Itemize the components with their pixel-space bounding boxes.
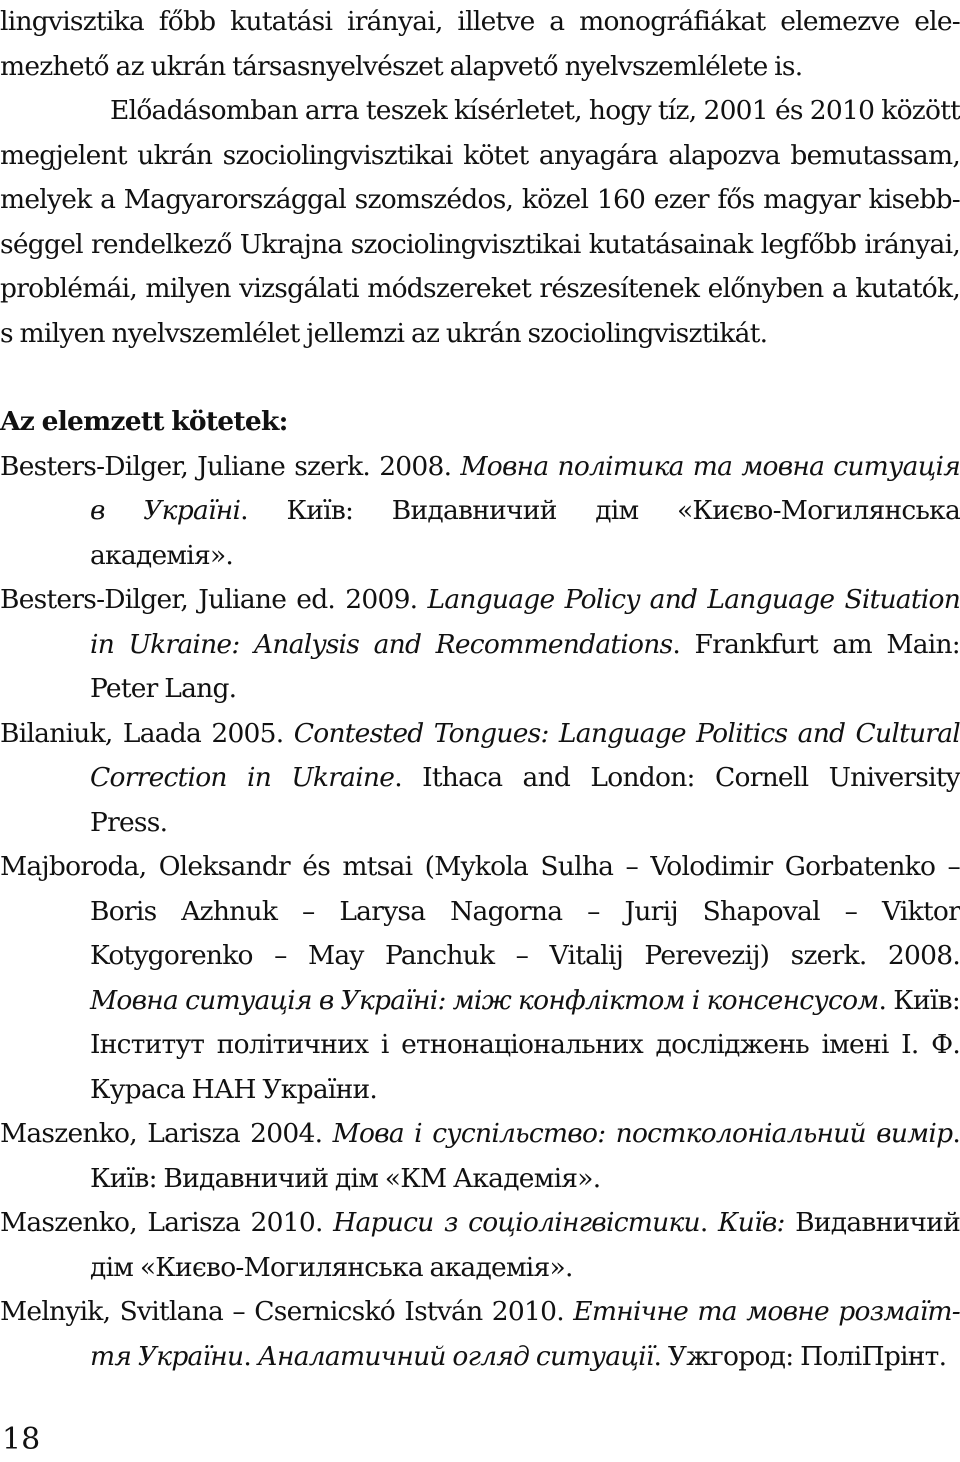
reference-entry <box>0 1290 960 1379</box>
reference-line: дім «Києво-Могилянська академія». <box>0 1246 960 1291</box>
reference-entry <box>0 445 960 579</box>
reference-punct: . <box>243 1341 257 1372</box>
reference-line <box>0 712 960 757</box>
reference-author: Melnyik, Svitlana – Csernicskó István 2010. <box>0 1296 573 1327</box>
reference-line <box>0 979 960 1024</box>
text-line: lingvisztika főbb kutatási irányai, illetve a monográfiákat elemezve ele- <box>0 0 960 45</box>
reference-entry <box>0 712 960 846</box>
reference-line: Kotygorenko – May Panchuk – Vitalij Perevezij) szerk. 2008. <box>0 934 960 979</box>
text-line: séggel rendelkező Ukrajna szociolingvisztikai kutatásainak legfőbb irányai, <box>0 223 960 268</box>
text-line: mezhető az ukrán társasnyelvészet alapvető nyelvszemlélete is. <box>0 45 960 90</box>
reference-list <box>0 445 960 1380</box>
reference-punct: . <box>700 1207 718 1238</box>
reference-subtitle: Аналатичний огляд ситуації <box>258 1341 654 1372</box>
reference-line: Київ: Видавничий дім «КМ Академія». <box>0 1157 960 1202</box>
reference-title: Мовна політика та мовна ситуація <box>460 451 960 482</box>
reference-author: Bilaniuk, Laada 2005. <box>0 718 294 749</box>
reference-title: в Україні <box>90 495 240 526</box>
reference-line <box>0 1290 960 1335</box>
reference-punct: . <box>952 1118 960 1149</box>
reference-line <box>0 445 960 490</box>
reference-title: Етнічне та мовне розмаїт- <box>573 1296 960 1327</box>
reference-line <box>0 623 960 668</box>
reference-place: Київ: <box>718 1207 785 1238</box>
text-line: Előadásomban arra teszek kísérletet, hogy tíz, 2001 és 2010 között <box>0 89 960 134</box>
reference-title: in Ukraine: Analysis and Recommendations <box>90 629 672 660</box>
reference-publisher: . Київ: <box>879 985 960 1016</box>
reference-publisher: Видавничий <box>785 1207 960 1238</box>
reference-entry <box>0 578 960 712</box>
reference-author: Maszenko, Larisza 2010. <box>0 1207 333 1238</box>
reference-author: Besters-Dilger, Juliane szerk. 2008. <box>0 451 460 482</box>
reference-publisher: . Ithaca and London: Cornell University <box>394 762 960 793</box>
reference-line: Boris Azhnuk – Larysa Nagorna – Jurij Shapoval – Viktor <box>0 890 960 935</box>
text-line: melyek a Magyarországgal szomszédos, közel 160 ezer fős magyar kisebb- <box>0 178 960 223</box>
reference-line <box>0 1112 960 1157</box>
reference-author: Maszenko, Larisza 2004. <box>0 1118 333 1149</box>
reference-line: Peter Lang. <box>0 667 960 712</box>
reference-line <box>0 578 960 623</box>
reference-title: Language Policy and Language Situation <box>428 584 960 615</box>
reference-title: тя України <box>90 1341 243 1372</box>
reference-title: Мовна ситуація в Україні: між конфліктом і консенсусом <box>90 985 879 1016</box>
text-line: megjelent ukrán szociolingvisztikai kötet anyagára alapozva bemutassam, <box>0 134 960 179</box>
reference-line: Кураса НАН України. <box>0 1068 960 1113</box>
reference-entry <box>0 1112 960 1201</box>
paragraph-presentation-goal <box>0 89 960 356</box>
reference-line: Press. <box>0 801 960 846</box>
reference-line: Інститут політичних і етнонаціональних досліджень імені І. Ф. <box>0 1023 960 1068</box>
paragraph-intro-continued <box>0 0 960 89</box>
reference-publisher: . Ужгород: ПоліПрінт. <box>654 1341 947 1372</box>
reference-line <box>0 1201 960 1246</box>
reference-author: Besters-Dilger, Juliane ed. 2009. <box>0 584 428 615</box>
section-heading: Az elemzett kötetek: <box>0 400 960 445</box>
page-number: 18 <box>2 1418 40 1462</box>
reference-publisher: . Frankfurt am Main: <box>672 629 960 660</box>
reference-line <box>0 1335 960 1380</box>
reference-title: Correction in Ukraine <box>90 762 394 793</box>
reference-entry <box>0 1201 960 1290</box>
text-line: s milyen nyelvszemlélet jellemzi az ukrán szociolingvisztikát. <box>0 312 960 357</box>
reference-line: Majboroda, Oleksandr és mtsai (Mykola Sulha – Volodimir Gorbatenko – <box>0 845 960 890</box>
reference-entry <box>0 845 960 1112</box>
reference-title: Contested Tongues: Language Politics and Cultural <box>294 718 960 749</box>
reference-title: Нариси з соціолінгвістики <box>333 1207 700 1238</box>
reference-line <box>0 756 960 801</box>
reference-line: академія». <box>0 534 960 579</box>
reference-publisher: . Київ: Видавничий дім «Києво-Могилянська <box>240 495 960 526</box>
reference-line <box>0 489 960 534</box>
reference-title: Мова і суспільство: постколоніальний вимір <box>333 1118 953 1149</box>
text-line: problémái, milyen vizsgálati módszereket részesítenek előnyben a kutatók, <box>0 267 960 312</box>
